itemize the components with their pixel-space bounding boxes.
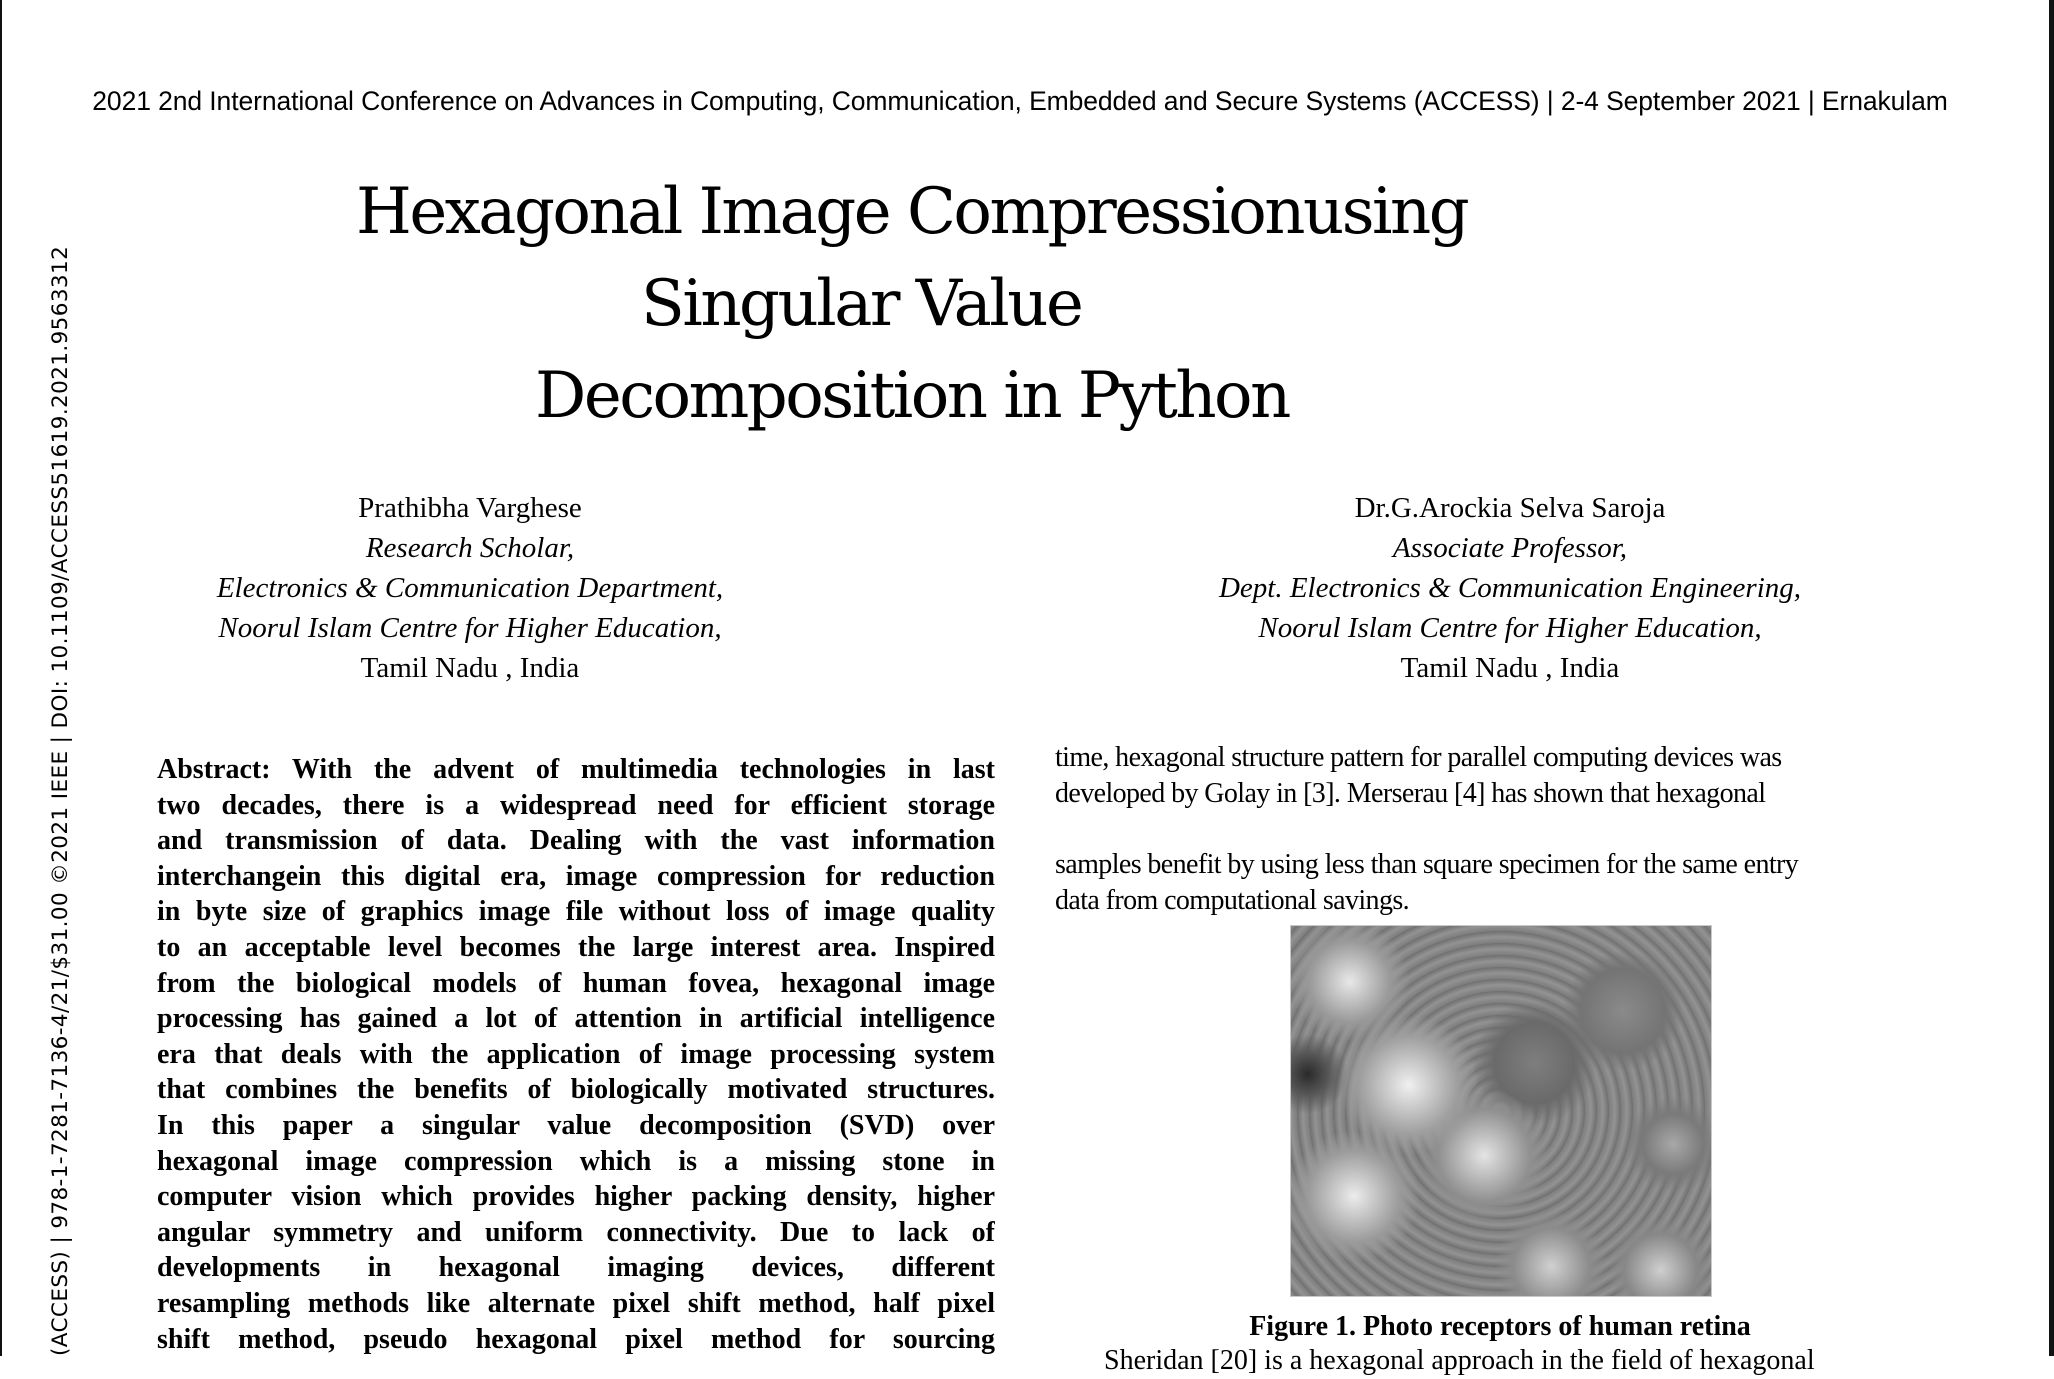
body-line: data from computational savings.	[1055, 885, 1410, 916]
abstract-line: to an acceptable level becomes the large interest area. Inspired	[157, 931, 995, 963]
abstract	[157, 752, 995, 1357]
author-name: Dr.G.Arockia Selva Saroja	[1354, 492, 1666, 524]
author-block-2	[1160, 488, 1860, 688]
doi-stamp-text: (ACCESS) | 978-1-7281-7136-4/21/$31.00 ©2021 IEEE | DOI: 10.1109/ACCESS51619.2021.9563312	[48, 245, 73, 1356]
paper-title-line-3: Decomposition in Python	[535, 359, 1289, 433]
author-institution: Noorul Islam Centre for Higher Education,	[218, 612, 722, 644]
author-role: Associate Professor,	[1392, 532, 1628, 564]
author-department: Dept. Electronics & Communication Engineering,	[1218, 572, 1802, 604]
author-institution: Noorul Islam Centre for Higher Education,	[1258, 612, 1762, 644]
paper-title-line-2: Singular Value	[641, 267, 1082, 341]
window-right-edge	[2049, 0, 2054, 1356]
abstract-line: that combines the benefits of biologically motivated structures.	[157, 1074, 995, 1106]
author-department: Electronics & Communication Department,	[216, 572, 724, 604]
body-line: developed by Golay in [3]. Merserau [4] has shown that hexagonal	[1055, 778, 1766, 809]
abstract-line: Abstract: With the advent of multimedia technologies in last	[157, 754, 995, 785]
author-role: Research Scholar,	[365, 532, 575, 564]
doi-side-stamp	[48, 246, 73, 1356]
abstract-line: in byte size of graphics image file without loss of image quality	[157, 896, 995, 928]
body-line: time, hexagonal structure pattern for parallel computing devices was	[1055, 742, 1782, 773]
abstract-line: two decades, there is a widespread need for efficient storage	[157, 789, 995, 821]
abstract-line: computer vision which provides higher packing density, higher	[157, 1181, 995, 1213]
author-location: Tamil Nadu , India	[360, 652, 580, 684]
abstract-line: shift method, pseudo hexagonal pixel method for sourcing	[157, 1323, 995, 1355]
page-left-edge	[0, 0, 2, 1356]
abstract-line: developments in hexagonal imaging devices, different	[157, 1252, 995, 1284]
abstract-line: interchangein this digital era, image compression for reduction	[157, 860, 995, 892]
abstract-line: processing has gained a lot of attention in artificial intelligence	[157, 1003, 995, 1035]
abstract-line: from the biological models of human fovea, hexagonal image	[157, 967, 995, 999]
author-location: Tamil Nadu , India	[1400, 652, 1620, 684]
paper-title-line-1: Hexagonal Image Compressionusing	[356, 175, 1468, 249]
author-name: Prathibha Varghese	[358, 492, 582, 524]
abstract-line: and transmission of data. Dealing with the vast information	[157, 825, 995, 857]
right-column-paragraph-2	[1055, 847, 1905, 919]
retina-photoreceptor-figure	[1290, 925, 1712, 1297]
body-line: samples benefit by using less than square specimen for the same entry	[1055, 849, 1799, 880]
abstract-line: era that deals with the application of image processing system	[157, 1038, 995, 1070]
abstract-line: hexagonal image compression which is a missing stone in	[157, 1145, 995, 1177]
author-block-1	[130, 488, 810, 688]
right-column-paragraph-1	[1055, 740, 1905, 812]
figure-caption: Figure 1. Photo receptors of human retina	[1249, 1311, 1751, 1342]
conference-header: 2021 2nd International Conference on Advances in Computing, Communication, Embedded and Secure Systems (ACCESS) | 2-4 September 2021 | Ernakulam	[92, 86, 1948, 116]
abstract-line: resampling methods like alternate pixel shift method, half pixel	[157, 1287, 995, 1319]
cut-off-body-line: Sheridan [20] is a hexagonal approach in the field of hexagonal	[1104, 1345, 1815, 1376]
abstract-line: angular symmetry and uniform connectivity. Due to lack of	[157, 1216, 995, 1248]
abstract-line: In this paper a singular value decomposition (SVD) over	[157, 1109, 995, 1141]
